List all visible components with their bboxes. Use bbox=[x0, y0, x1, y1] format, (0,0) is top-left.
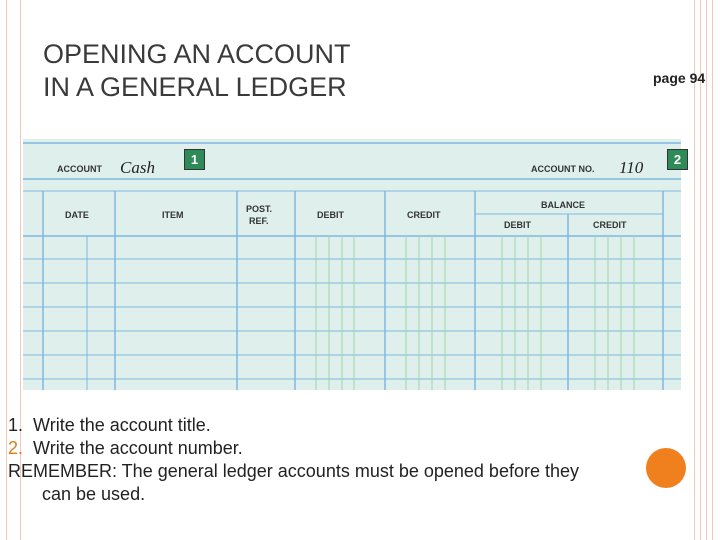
step-2-number: 2. bbox=[8, 438, 24, 458]
page-reference: page 94 bbox=[653, 70, 706, 86]
header-credit: CREDIT bbox=[407, 210, 441, 220]
callout-badge-2: 2 bbox=[667, 149, 688, 170]
instructions bbox=[8, 414, 648, 506]
step-1-text: Write the account title. bbox=[33, 415, 211, 435]
callout-badge-1: 1 bbox=[184, 149, 205, 170]
account-no-label: ACCOUNT NO. bbox=[531, 164, 595, 174]
account-title-value: Cash bbox=[120, 158, 155, 177]
header-post-ref-1: POST. bbox=[246, 204, 273, 214]
orange-circle-marker bbox=[646, 448, 686, 488]
header-post-ref-2: REF. bbox=[249, 216, 269, 226]
step-1-number: 1. bbox=[8, 415, 24, 435]
ledger-grid bbox=[23, 139, 681, 390]
header-balance-debit: DEBIT bbox=[504, 220, 531, 230]
ledger-form bbox=[23, 139, 681, 390]
header-balance: BALANCE bbox=[541, 200, 585, 210]
title-line-1: OPENING AN ACCOUNT bbox=[43, 39, 351, 69]
remember-line-1: REMEMBER: The general ledger accounts must be opened before they bbox=[8, 461, 579, 481]
header-date: DATE bbox=[65, 210, 89, 220]
title-line-2: IN A GENERAL LEDGER bbox=[43, 72, 347, 102]
step-1 bbox=[8, 414, 648, 437]
slide-title bbox=[43, 38, 351, 104]
step-2 bbox=[8, 437, 648, 460]
account-label: ACCOUNT bbox=[57, 164, 102, 174]
header-debit: DEBIT bbox=[317, 210, 344, 220]
header-item: ITEM bbox=[162, 210, 184, 220]
account-number-value: 110 bbox=[619, 158, 644, 177]
header-balance-credit: CREDIT bbox=[593, 220, 627, 230]
remember-line-2: can be used. bbox=[42, 484, 146, 504]
step-2-text: Write the account number. bbox=[33, 438, 243, 458]
